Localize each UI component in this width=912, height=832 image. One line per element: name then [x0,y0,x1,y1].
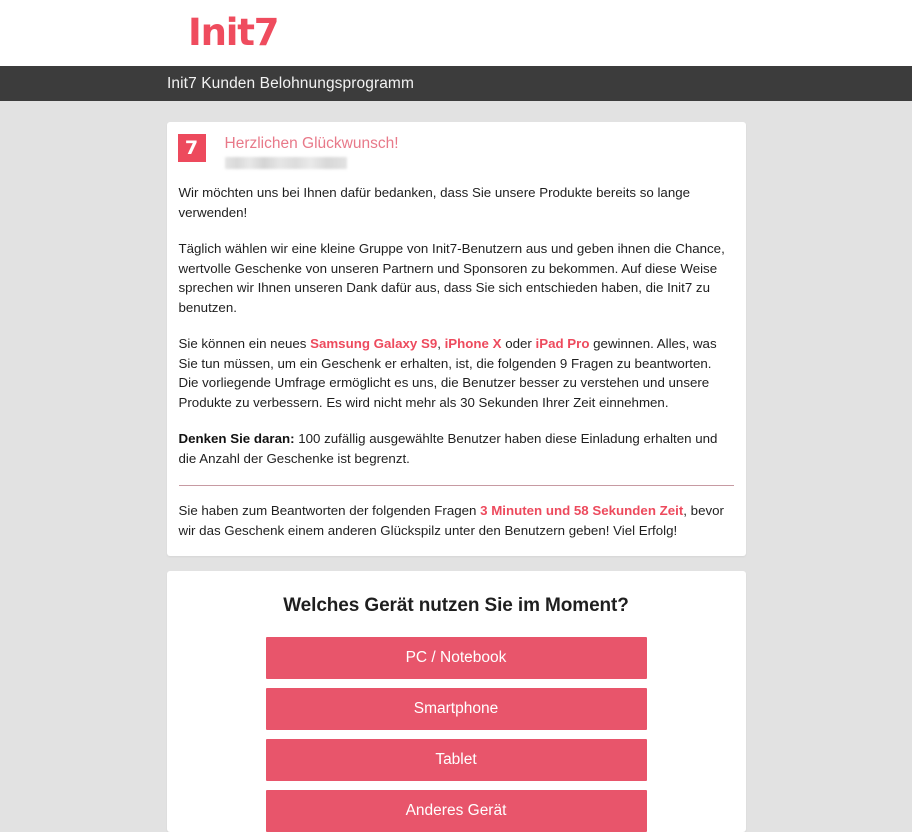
prizes-tail: gewinnen. Alles, was Sie tun müssen, um ein Geschenk er erhalten, ist, die folgenden 9 Fragen zu beantworten. Die vorliegende Umfrage ermöglicht es uns, die Benutzer besser zu verstehen und unsere Produkte zu verbessern. Es wird nicht mehr als 30 Sekunden Ihrer Zeit einnehmen. [178,336,717,410]
reminder-text: 100 zufällig ausgewählte Benutzer haben diese Einladung erhalten und die Anzahl der Geschenke ist begrenzt. [178,431,718,466]
prizes-sep-1: , [437,336,445,351]
page-title: Init7 Kunden Belohnungsprogramm [167,74,414,92]
prize-samsung-galaxy-s9: Samsung Galaxy S9 [310,336,438,351]
greeting-text-block [225,134,399,169]
question-title: Welches Gerät nutzen Sie im Moment? [283,595,629,616]
countdown-lead: Sie haben zum Beantworten der folgenden Fragen [178,503,481,518]
greeting-title: Herzlichen Glückwunsch! [224,135,399,152]
init7-logo [188,11,277,55]
greeting-row [178,134,735,175]
question-card [167,571,746,832]
page-content [0,101,912,819]
answer-button-tablet[interactable]: Tablet [266,739,647,781]
paragraph-prizes [179,334,734,412]
redacted-recipient-name [225,157,347,169]
paragraph-daily-selection: Täglich wählen wir eine kleine Gruppe von Init7-Benutzern aus und geben ihnen die Chance, wertvolle Geschenke von unseren Partnern und Sponsoren zu bekommen. Auf diese Weise sprechen wir Ihnen unseren Dank dafür aus, dass Sie sich entschieden haben, die Init7 zu benutzen. [178,241,725,315]
reminder-label: Denken Sie daran: [178,431,295,446]
prize-iphone-x: iPhone X [444,336,502,351]
section-divider [179,485,734,486]
prize-ipad-pro: iPad Pro [535,336,590,351]
countdown-timer: 3 Minuten und 58 Sekunden Zeit [480,503,684,518]
paragraph-countdown [179,501,734,540]
paragraph-thanks: Wir möchten uns bei Ihnen dafür bedanken, dass Sie unsere Produkte bereits so lange verwenden! [178,185,691,220]
message-card [167,122,746,556]
prizes-lead: Sie können ein neues [178,336,311,351]
init7-badge-icon: 7 [178,134,206,162]
prizes-sep-2: oder [501,336,536,351]
logo-seven: 7 [253,11,278,54]
message-body [178,183,735,540]
paragraph-reminder [179,429,734,468]
answer-button-anderes-geraet[interactable]: Anderes Gerät [266,790,647,832]
answer-button-smartphone[interactable]: Smartphone [266,688,647,730]
countdown-tail: , bevor wir das Geschenk einem anderen Glückspilz unter den Benutzern geben! Viel Erfolg! [178,503,724,538]
answer-button-pc-notebook[interactable]: PC / Notebook [266,637,647,679]
logo-band [0,0,912,66]
answer-list [266,637,647,832]
page-titlebar [0,66,912,101]
logo-text: Init [188,11,254,54]
